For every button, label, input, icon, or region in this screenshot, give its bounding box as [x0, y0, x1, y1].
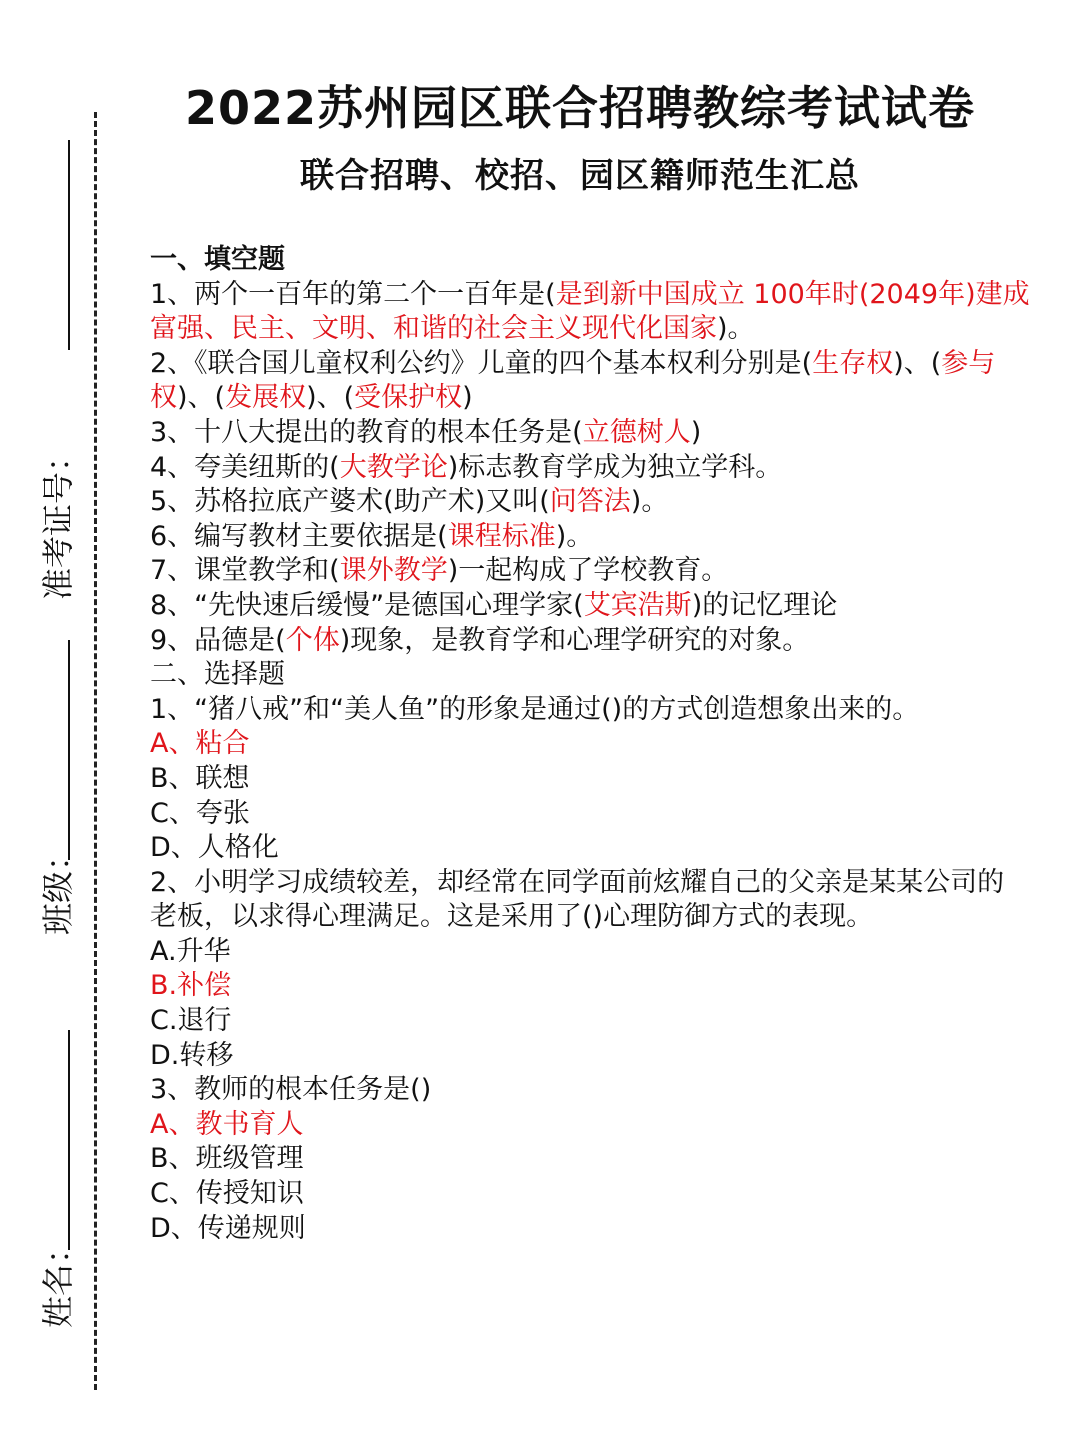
choice-3-option-c: C、传授知识 [150, 1178, 304, 1210]
page-subtitle: 联合招聘、校招、园区籍师范生汇总 [300, 156, 860, 196]
q5-text: 5、苏格拉底产婆术(助产术)又叫( [150, 486, 550, 518]
choice-heading: 二、选择题 [150, 659, 285, 691]
fill-question-6 [150, 520, 1030, 555]
q9-text: 9、品德是( [150, 624, 286, 656]
q2-sep-3: )、( [306, 382, 355, 414]
q6-text: 6、编写教材主要依据是( [150, 520, 448, 552]
class-underline [68, 640, 70, 860]
q2-answer-1: 生存权 [812, 347, 894, 379]
q7-tail: )一起构成了学校教育。 [447, 555, 729, 587]
choice-question-2-stem: 2、小明学习成绩较差，却经常在同学面前炫耀自己的父亲是某某公司的老板，以求得心理满足。这是采用了()心理防御方式的表现。 [150, 866, 1005, 933]
choice-1-option-d: D、人格化 [150, 832, 279, 864]
fill-question-2 [150, 347, 1030, 416]
fill-question-1 [150, 278, 1030, 347]
exam-content [150, 243, 1030, 1246]
q2-answer-2: 参与权 [150, 347, 996, 414]
choice-3-option-d: D、传递规则 [150, 1212, 306, 1244]
exam-id-label: 准考证号： [39, 439, 77, 600]
fill-question-4 [150, 451, 1030, 486]
fill-question-3 [150, 416, 1030, 451]
q1-answer: 是到新中国成立 100年时(2049年)建成富强、民主、文明、和谐的社会主义现代化国家 [150, 278, 1030, 345]
q6-tail: )。 [555, 520, 594, 552]
q2-tail: ) [462, 382, 473, 414]
name-label: 姓名： [39, 1231, 77, 1328]
q8-answer: 艾宾浩斯 [583, 589, 692, 621]
q5-tail: )。 [630, 486, 669, 518]
q4-answer: 大教学论 [339, 451, 448, 483]
q1-tail: )。 [717, 313, 755, 345]
page-title: 2022苏州园区联合招聘教综考试试卷 [184, 81, 976, 135]
q5-answer: 问答法 [549, 486, 631, 518]
q8-text: 8、“先快速后缓慢”是德国心理学家( [150, 589, 584, 621]
q7-answer: 课外教学 [339, 555, 448, 587]
q3-tail: ) [690, 416, 702, 448]
fill-question-9 [150, 624, 1030, 659]
class-label: 班级： [39, 838, 77, 935]
q1-text: 1、两个一百年的第二个一百年是( [150, 278, 556, 310]
choice-1-option-c: C、夸张 [150, 797, 250, 829]
choice-1-option-b: B、联想 [150, 762, 250, 794]
name-underline [68, 1030, 70, 1250]
q9-answer: 个体 [285, 624, 340, 656]
q2-answer-4: 受保护权 [354, 382, 463, 414]
fill-question-7 [150, 554, 1030, 589]
choice-2-option-a: A.升华 [150, 935, 231, 967]
name-field [18, 1030, 98, 1340]
q7-text: 7、课堂教学和( [150, 555, 340, 587]
q2-answer-3: 发展权 [225, 382, 307, 414]
q9-tail: )现象，是教育学和心理学研究的对象。 [339, 624, 810, 656]
exam-id-field [18, 140, 98, 600]
choice-3-option-a: A、教书育人 [150, 1108, 304, 1140]
fill-blank-heading: 一、填空题 [150, 244, 285, 275]
choice-2-option-b: B.补偿 [150, 970, 232, 1002]
choice-1-option-a: A、粘合 [150, 728, 250, 760]
q2-sep-1: )、( [893, 347, 942, 379]
q2-sep-2: )、( [177, 382, 226, 414]
choice-2-option-c: C.退行 [150, 1005, 232, 1037]
choice-question-1-stem: 1、“猪八戒”和“美人鱼”的形象是通过()的方式创造想象出来的。 [150, 693, 920, 725]
q4-text: 4、夸美纽斯的( [150, 451, 340, 483]
q3-answer: 立德树人 [582, 416, 691, 448]
choice-2-option-d: D.转移 [150, 1039, 234, 1071]
fill-question-5 [150, 485, 1030, 520]
fill-question-8 [150, 589, 1030, 624]
choice-question-3-stem: 3、教师的根本任务是() [150, 1074, 432, 1106]
exam-id-underline [68, 140, 70, 350]
q2-text: 2、《联合国儿童权利公约》儿童的四个基本权利分别是( [150, 347, 813, 379]
q6-answer: 课程标准 [447, 520, 556, 552]
q4-tail: )标志教育学成为独立学科。 [447, 451, 783, 483]
q8-tail: )的记忆理论 [691, 589, 838, 621]
q3-text: 3、十八大提出的教育的根本任务是( [150, 416, 583, 448]
class-field [18, 640, 98, 940]
choice-3-option-b: B、班级管理 [150, 1143, 304, 1175]
